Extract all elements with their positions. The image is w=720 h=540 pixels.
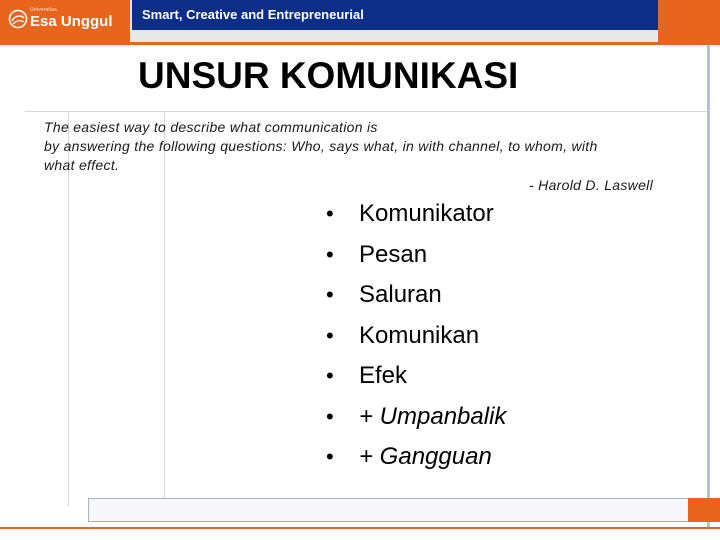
list-item [326, 238, 506, 279]
list-item [326, 319, 506, 360]
list-item-label: Komunikator [359, 200, 494, 227]
tagline: Smart, Creative and Entrepreneurial [142, 7, 364, 22]
list-item-label: Saluran [359, 281, 442, 308]
right-border [707, 45, 710, 528]
slide-header [0, 0, 720, 45]
list-item [326, 278, 506, 319]
list-item-label: Efek [359, 362, 408, 389]
bullet-icon: • [326, 403, 334, 429]
bullet-icon: • [326, 363, 334, 388]
list-item [326, 400, 506, 441]
bullet-icon: • [326, 241, 334, 267]
list-item-label: + Umpanbalik [359, 402, 507, 430]
list-item-label: Komunikan [359, 321, 480, 349]
globe-icon [8, 9, 28, 29]
list-item-label: Pesan [359, 240, 428, 268]
footer-bar [88, 498, 690, 522]
list-item [326, 440, 506, 481]
list-item-label: + Gangguan [359, 443, 492, 470]
quote [44, 118, 684, 175]
bullet-icon: • [326, 201, 334, 226]
list-item [326, 359, 506, 400]
logo-subtitle: Universitas [30, 7, 57, 13]
slide-title: UNSUR KOMUNIKASI [138, 55, 519, 96]
quote-line: by answering the following questions: Who, says what, in with channel, to whom, with [44, 138, 598, 154]
tagline-bar [132, 0, 658, 30]
quote-line: what effect. [44, 157, 120, 173]
bullet-list [326, 197, 506, 481]
bullet-icon: • [326, 444, 334, 469]
header-accent [658, 0, 720, 42]
logo-text: Esa Unggul [30, 13, 113, 30]
decorative-line [25, 111, 707, 112]
footer-accent [688, 498, 720, 522]
quote-line: The easiest way to describe what communication is [44, 119, 378, 135]
quote-author: - Harold D. Laswell [529, 177, 653, 193]
bullet-icon: • [326, 322, 334, 348]
bullet-icon: • [326, 282, 334, 307]
list-item [326, 197, 506, 238]
footer-line [0, 527, 720, 529]
logo [0, 0, 130, 42]
